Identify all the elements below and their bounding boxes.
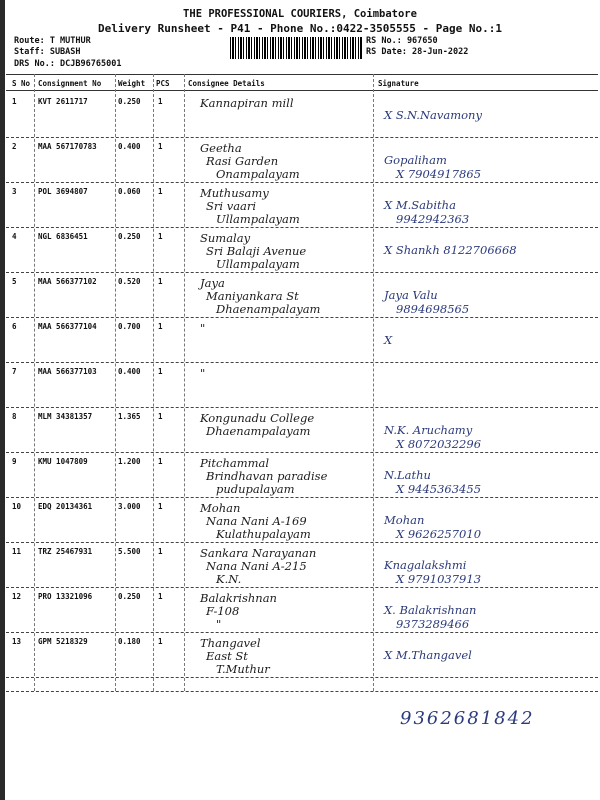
row-signature-phone: X 8072032296 bbox=[396, 437, 482, 451]
row-signature-phone: X 9791037913 bbox=[396, 572, 482, 586]
row-separator bbox=[6, 272, 598, 273]
row-sno: 8 bbox=[12, 412, 17, 421]
row-sno: 11 bbox=[12, 547, 22, 556]
row-sno: 2 bbox=[12, 142, 17, 151]
row-pcs: 1 bbox=[158, 232, 163, 241]
row-pcs: 1 bbox=[158, 142, 163, 151]
rs-date: RS Date: 28-Jun-2022 bbox=[366, 47, 469, 57]
row-consignment-no: PRO 13321096 bbox=[38, 592, 93, 601]
handwritten-phone: 9362681842 bbox=[400, 708, 535, 729]
row-consignee-line1: Pitchammal bbox=[200, 456, 270, 470]
row-separator bbox=[6, 497, 598, 498]
header-sno: S No bbox=[12, 79, 31, 88]
row-consignee-line2: East St bbox=[206, 649, 248, 663]
row-consignment-no: POL 3694807 bbox=[38, 187, 88, 196]
row-signature-phone: 9373289466 bbox=[396, 617, 470, 631]
row-consignee-line3: Ullampalayam bbox=[216, 212, 300, 226]
row-weight: 0.400 bbox=[118, 142, 141, 151]
route-label: Route: T MUTHUR bbox=[14, 36, 91, 46]
row-sno: 12 bbox=[12, 592, 22, 601]
row-consignment-no: MAA 566377102 bbox=[38, 277, 97, 286]
row-signature-phone: X 7904917865 bbox=[396, 167, 482, 181]
row-signature-phone: 9894698565 bbox=[396, 302, 470, 316]
header-signature: Signature bbox=[378, 79, 419, 88]
row-consignee-line2: Nana Nani A-169 bbox=[206, 514, 307, 528]
row-sno: 10 bbox=[12, 502, 22, 511]
col-divider bbox=[373, 74, 374, 691]
row-pcs: 1 bbox=[158, 367, 163, 376]
row-consignee-line2: Nana Nani A-215 bbox=[206, 559, 307, 573]
row-consignee-line2: Sri vaari bbox=[206, 199, 257, 213]
row-consignee-line3: Kulathupalayam bbox=[216, 527, 311, 541]
row-consignee-line1: Geetha bbox=[200, 141, 242, 155]
row-sno: 1 bbox=[12, 97, 17, 106]
col-divider bbox=[34, 74, 35, 691]
row-weight: 0.060 bbox=[118, 187, 141, 196]
row-consignee-line3: " bbox=[216, 617, 222, 631]
row-pcs: 1 bbox=[158, 322, 163, 331]
table-top-border bbox=[6, 74, 598, 75]
row-consignee-line1: Thangavel bbox=[200, 636, 261, 650]
row-sno: 5 bbox=[12, 277, 17, 286]
row-signature: X bbox=[384, 333, 393, 347]
row-consignee-line2: F-108 bbox=[206, 604, 240, 618]
row-sno: 3 bbox=[12, 187, 17, 196]
row-pcs: 1 bbox=[158, 412, 163, 421]
row-sno: 4 bbox=[12, 232, 17, 241]
row-signature: X M.Sabitha bbox=[384, 198, 456, 212]
row-consignee-line1: Kannapiran mill bbox=[200, 96, 294, 110]
col-divider bbox=[153, 74, 154, 691]
row-signature: X S.N.Navamony bbox=[384, 108, 482, 122]
row-signature: Mohan bbox=[384, 513, 425, 527]
row-weight: 0.250 bbox=[118, 97, 141, 106]
row-separator bbox=[6, 317, 598, 318]
row-consignee-line3: Ullampalayam bbox=[216, 257, 300, 271]
row-consignment-no: MLM 34381357 bbox=[38, 412, 93, 421]
row-pcs: 1 bbox=[158, 277, 163, 286]
row-consignment-no: MAA 566377104 bbox=[38, 322, 97, 331]
row-separator bbox=[6, 407, 598, 408]
header-pcs: PCS bbox=[156, 79, 170, 88]
row-consignee-line3: T.Muthur bbox=[216, 662, 270, 676]
row-consignment-no: KMU 1047809 bbox=[38, 457, 88, 466]
row-pcs: 1 bbox=[158, 592, 163, 601]
row-consignee-line1: " bbox=[200, 366, 206, 380]
row-separator bbox=[6, 182, 598, 183]
row-signature-phone: 9942942363 bbox=[396, 212, 470, 226]
row-weight: 0.520 bbox=[118, 277, 141, 286]
table-bottom-border bbox=[6, 691, 598, 692]
row-consignee-line3: Dhaenampalayam bbox=[216, 302, 321, 316]
row-signature: X M.Thangavel bbox=[384, 648, 472, 662]
row-weight: 0.250 bbox=[118, 232, 141, 241]
row-separator bbox=[6, 632, 598, 633]
row-consignee-line3: Onampalayam bbox=[216, 167, 300, 181]
row-separator bbox=[6, 452, 598, 453]
header-consignee: Consignee Details bbox=[188, 79, 265, 88]
header-weight: Weight bbox=[118, 79, 146, 88]
row-separator bbox=[6, 227, 598, 228]
row-sno: 7 bbox=[12, 367, 17, 376]
drs-number: DRS No.: DCJB96765001 bbox=[14, 59, 122, 69]
row-consignee-line1: Balakrishnan bbox=[200, 591, 277, 605]
row-weight: 0.250 bbox=[118, 592, 141, 601]
row-signature: X. Balakrishnan bbox=[384, 603, 477, 617]
row-pcs: 1 bbox=[158, 97, 163, 106]
row-consignee-line1: Sankara Narayanan bbox=[200, 546, 317, 560]
row-separator bbox=[6, 587, 598, 588]
row-pcs: 1 bbox=[158, 457, 163, 466]
row-consignment-no: EDQ 20134361 bbox=[38, 502, 93, 511]
row-consignee-line3: pudupalayam bbox=[216, 482, 295, 496]
col-divider bbox=[184, 74, 185, 691]
row-weight: 0.400 bbox=[118, 367, 141, 376]
row-consignee-line1: Mohan bbox=[200, 501, 241, 515]
row-weight: 1.200 bbox=[118, 457, 141, 466]
header-bottom-border bbox=[6, 90, 598, 91]
scan-edge bbox=[0, 0, 5, 800]
row-signature: Gopaliham bbox=[384, 153, 447, 167]
row-separator bbox=[6, 542, 598, 543]
row-pcs: 1 bbox=[158, 187, 163, 196]
row-pcs: 1 bbox=[158, 502, 163, 511]
row-consignee-line1: Jaya bbox=[200, 276, 225, 290]
row-weight: 0.180 bbox=[118, 637, 141, 646]
row-sno: 9 bbox=[12, 457, 17, 466]
row-signature: Knagalakshmi bbox=[384, 558, 467, 572]
row-consignment-no: NGL 6836451 bbox=[38, 232, 88, 241]
header-consignment: Consignment No bbox=[38, 79, 102, 88]
row-sno: 13 bbox=[12, 637, 22, 646]
row-separator bbox=[6, 137, 598, 138]
row-signature-phone: X 9626257010 bbox=[396, 527, 482, 541]
row-signature: X Shankh 8122706668 bbox=[384, 243, 517, 257]
row-consignee-line3: K.N. bbox=[216, 572, 242, 586]
row-consignment-no: MAA 566377103 bbox=[38, 367, 97, 376]
row-signature: Jaya Valu bbox=[384, 288, 438, 302]
row-pcs: 1 bbox=[158, 547, 163, 556]
company-title: THE PROFESSIONAL COURIERS, Coimbatore bbox=[183, 8, 417, 20]
row-consignee-line2: Sri Balaji Avenue bbox=[206, 244, 307, 258]
row-signature-phone: X 9445363455 bbox=[396, 482, 482, 496]
row-pcs: 1 bbox=[158, 637, 163, 646]
row-consignee-line2: Rasi Garden bbox=[206, 154, 279, 168]
row-consignee-line1: " bbox=[200, 321, 206, 335]
barcode bbox=[230, 37, 362, 59]
row-consignment-no: KVT 2611717 bbox=[38, 97, 88, 106]
row-consignee-line2: Maniyankara St bbox=[206, 289, 299, 303]
rs-number: RS No.: 967650 bbox=[366, 36, 438, 46]
row-consignee-line2: Dhaenampalayam bbox=[206, 424, 311, 438]
row-signature: N.K. Aruchamy bbox=[384, 423, 473, 437]
row-sno: 6 bbox=[12, 322, 17, 331]
row-weight: 0.700 bbox=[118, 322, 141, 331]
row-weight: 1.365 bbox=[118, 412, 141, 421]
row-consignee-line2: Brindhavan paradise bbox=[206, 469, 328, 483]
row-consignment-no: GPM 5218329 bbox=[38, 637, 88, 646]
row-separator bbox=[6, 362, 598, 363]
row-weight: 5.500 bbox=[118, 547, 141, 556]
row-consignee-line1: Kongunadu College bbox=[200, 411, 315, 425]
row-separator bbox=[6, 677, 598, 678]
row-consignment-no: MAA 567170783 bbox=[38, 142, 97, 151]
row-consignment-no: TRZ 25467931 bbox=[38, 547, 93, 556]
staff-label: Staff: SUBASH bbox=[14, 47, 81, 57]
col-divider bbox=[115, 74, 116, 691]
row-signature: N.Lathu bbox=[384, 468, 431, 482]
row-consignee-line1: Muthusamy bbox=[200, 186, 269, 200]
runsheet-subtitle: Delivery Runsheet - P41 - Phone No.:0422-3505555 - Page No.:1 bbox=[98, 22, 502, 35]
row-consignee-line1: Sumalay bbox=[200, 231, 251, 245]
row-weight: 3.000 bbox=[118, 502, 141, 511]
